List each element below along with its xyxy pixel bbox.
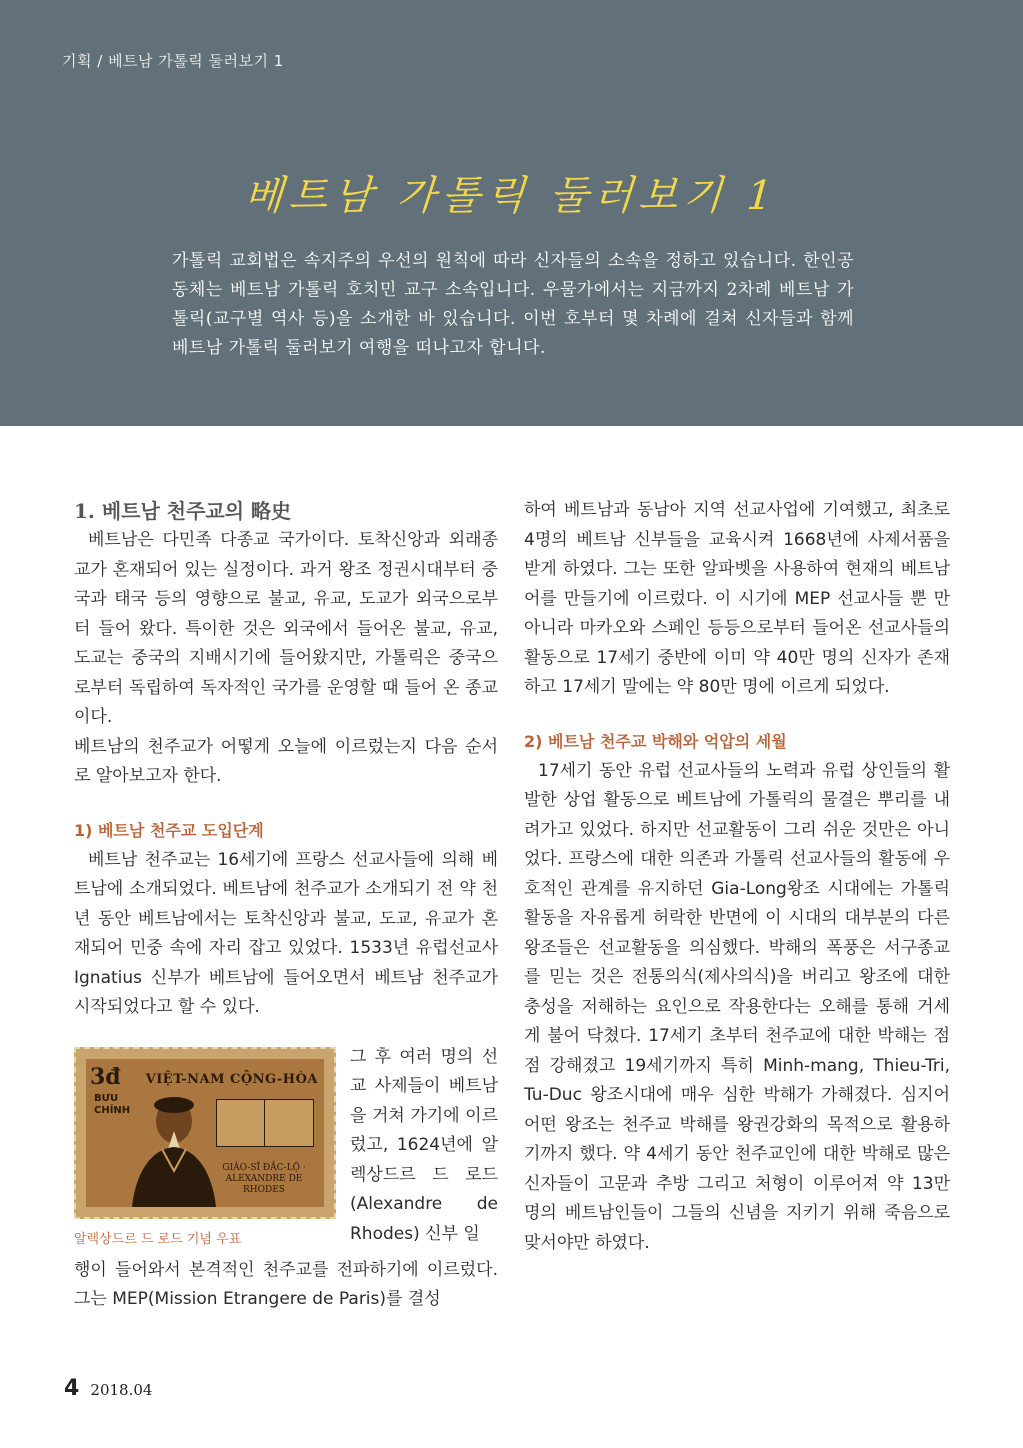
sub-heading: 2) 베트남 천주교 박해와 억압의 세월: [524, 731, 787, 751]
stamp-image: [74, 1047, 336, 1219]
paragraph: 17세기 동안 유럽 선교사들의 노력과 유럽 상인들의 활발한 상업 활동으로 베트남에 가톨릭의 물결은 뿌리를 내려가고 있었다. 하지만 선교활동이 그리 쉬운 것만은 아니었다. 프랑스에 대한 의존과 가톨릭 선교사들의 활동에 우호적인 관계를 유지하던 Gia-Long왕조 시대에는 가톨릭 활동을 자유롭게 허락한 반면에 이 시대의 대부분의 다른 왕조들은 선교활동을 의심했다. 박해의 폭풍은 서구종교를 믿는 것은 전통의식(제사의식)을 버리고 왕조에 대한 충성을 저해하는 요인으로 작용한다는 오해를 통해 거세게 불어 닥쳤다. 17세기 초부터 천주교에 대한 박해는 점점 강해졌고 19세기까지 특히 Minh-mang, Thieu-Tri, Tu-Duc 왕조시대에 매우 심한 박해가 가해졌다. 심지어 어떤 왕조는 천주교 박해를 왕권강화의 목적으로 활용하기까지 했다. 약 4세기 동안 천주교인에 대한 박해로 많은 신자들이 고문과 추방 그리고 처형이 이루어져 약 13만 명의 베트남인들이 그들의 신념을 지키기 위해 죽음으로 맞서야만 하였다.: [524, 760, 950, 1253]
sub-heading: 1) 베트남 천주교 도입단계: [74, 820, 264, 840]
left-column: [74, 496, 498, 1315]
paragraph: 베트남은 다민족 다종교 국가이다. 토착신앙과 외래종교가 혼재되어 있는 실정이다. 과거 왕조 정권시대부터 중국과 태국 등의 영향으로 불교, 유교, 도교가 외국으로부터 들어 왔다. 특이한 것은 외국에서 들어온 불교, 유교, 도교는 중국의 지배시기에 들어왔지만, 가톨릭은 중국으로부터 독립하여 독자적인 국가를 운영할 때 들어 온 종교이다.: [74, 530, 498, 727]
stamp-name: GIÁO-SĨ ĐẮC-LỘ · ALEXANDRE DE RHODES: [222, 1162, 306, 1195]
footer: [64, 1376, 152, 1401]
paragraph: 하여 베트남과 동남아 지역 선교사업에 기여했고, 최초로 4명의 베트남 신부들을 교육시켜 1668년에 사제서품을 받게 하였다. 그는 또한 알파벳을 사용하여 현재의 베트남어를 만들기에 이르렀다. 이 시기에 MEP 선교사들 뿐 만 아니라 마카오와 스페인 등등으로부터 들어온 선교사들의 활동으로 17세기 중반에 이미 약 40만 명의 신자가 존재하고 17세기 말에는 약 80만 명에 이르게 되었다.: [524, 500, 950, 697]
page-number: 4: [64, 1376, 80, 1401]
stamp-value: 3đ: [90, 1063, 121, 1090]
issue-date: 2018.04: [90, 1381, 153, 1399]
page-title: 베트남 가톨릭 둘러보기 1: [242, 173, 780, 219]
paragraph: 행이 들어와서 본격적인 천주교를 전파하기에 이르렀다. 그는 MEP(Mission Etrangere de Paris)를 결성: [74, 1259, 498, 1309]
book-icon: [216, 1099, 314, 1147]
figure-caption: 알렉상드르 드 로드 기념 우표: [74, 1231, 242, 1247]
stamp-side-text: BƯU CHÍNH: [94, 1092, 131, 1116]
stamp-figure-block: [74, 1043, 498, 1256]
paragraph: 베트남 천주교는 16세기에 프랑스 선교사들에 의해 베트남에 소개되었다. 베트남에 천주교가 소개되기 전 약 천년 동안 베트남에서는 토착신앙과 불교, 도교, 유교가 혼재되어 민중 속에 자리 잡고 있었다. 1533년 유럽선교사 Ignatius 신부가 베트남에 들어오면서 베트남 천주교가 시작되었다고 할 수 있다.: [74, 849, 498, 1017]
intro-paragraph: 가톨릭 교회법은 속지주의 우선의 원칙에 따라 신자들의 소속을 정하고 있습니다. 한인공동체는 베트남 가톨릭 호치민 교구 소속입니다. 우물가에서는 지금까지 2차례 베트남 가톨릭(교구별 역사 등)을 소개한 바 있습니다. 이번 호부터 몇 차례에 걸쳐 신자들과 함께 베트남 가톨릭 둘러보기 여행을 떠나고자 합니다.: [172, 251, 854, 358]
paragraph: 베트남의 천주교가 어떻게 오늘에 이르렀는지 다음 순서로 알아보고자 한다.: [74, 736, 498, 786]
wrap-paragraph: 그 후 여러 명의 선교 사제들이 베트남을 거쳐 가기에 이르렀고, 1624년에 알렉상드르 드 로드(Alexandre de Rhodes) 신부 일: [350, 1046, 498, 1244]
right-column: [524, 496, 950, 1258]
breadcrumb: 기획 / 베트남 가톨릭 둘러보기 1: [62, 52, 284, 70]
header-banner: [0, 0, 1023, 426]
stamp-country: VIỆT-NAM CỘNG-HÒA: [145, 1071, 318, 1087]
section-heading: 1. 베트남 천주교의 略史: [74, 499, 292, 523]
